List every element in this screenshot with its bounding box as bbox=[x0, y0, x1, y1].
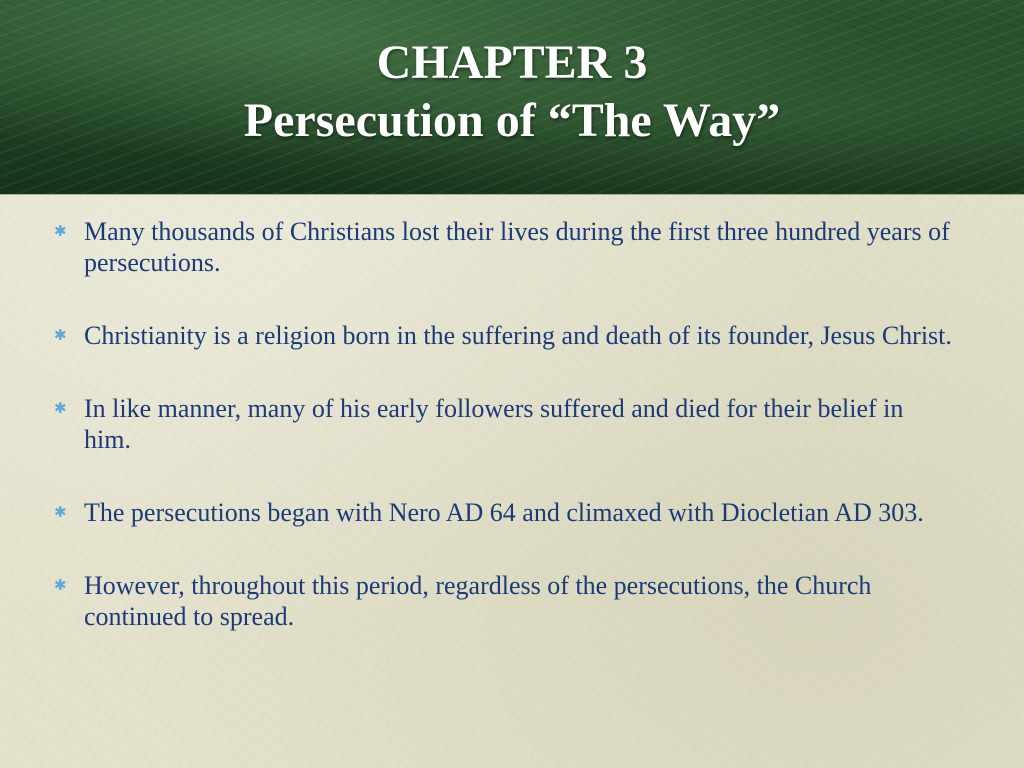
asterisk-bullet-icon: ✱ bbox=[54, 503, 67, 521]
bullet-text: However, throughout this period, regardless of the persecutions, the Church continued to spread. bbox=[84, 571, 872, 631]
title-line-chapter: CHAPTER 3 bbox=[376, 36, 648, 89]
bullet-item bbox=[52, 216, 952, 278]
bullet-text: In like manner, many of his early followers suffered and died for their belief in him. bbox=[84, 394, 904, 454]
bullet-text: Many thousands of Christians lost their lives during the first three hundred years of persecutions. bbox=[84, 217, 950, 277]
slide-title bbox=[0, 34, 1024, 150]
bullet-item bbox=[52, 393, 952, 455]
bullet-item bbox=[52, 497, 952, 528]
bullet-item bbox=[52, 320, 952, 351]
bullet-item bbox=[52, 570, 952, 632]
title-banner bbox=[0, 0, 1024, 194]
title-line-subtitle: Persecution of “The Way” bbox=[243, 94, 781, 147]
asterisk-bullet-icon: ✱ bbox=[54, 399, 67, 417]
bullet-text: The persecutions began with Nero AD 64 and climaxed with Diocletian AD 303. bbox=[84, 498, 924, 527]
asterisk-bullet-icon: ✱ bbox=[54, 222, 67, 240]
asterisk-bullet-icon: ✱ bbox=[54, 326, 67, 344]
bullet-text: Christianity is a religion born in the suffering and death of its founder, Jesus Christ. bbox=[84, 321, 952, 350]
asterisk-bullet-icon: ✱ bbox=[54, 576, 67, 594]
bullet-list bbox=[52, 216, 952, 674]
